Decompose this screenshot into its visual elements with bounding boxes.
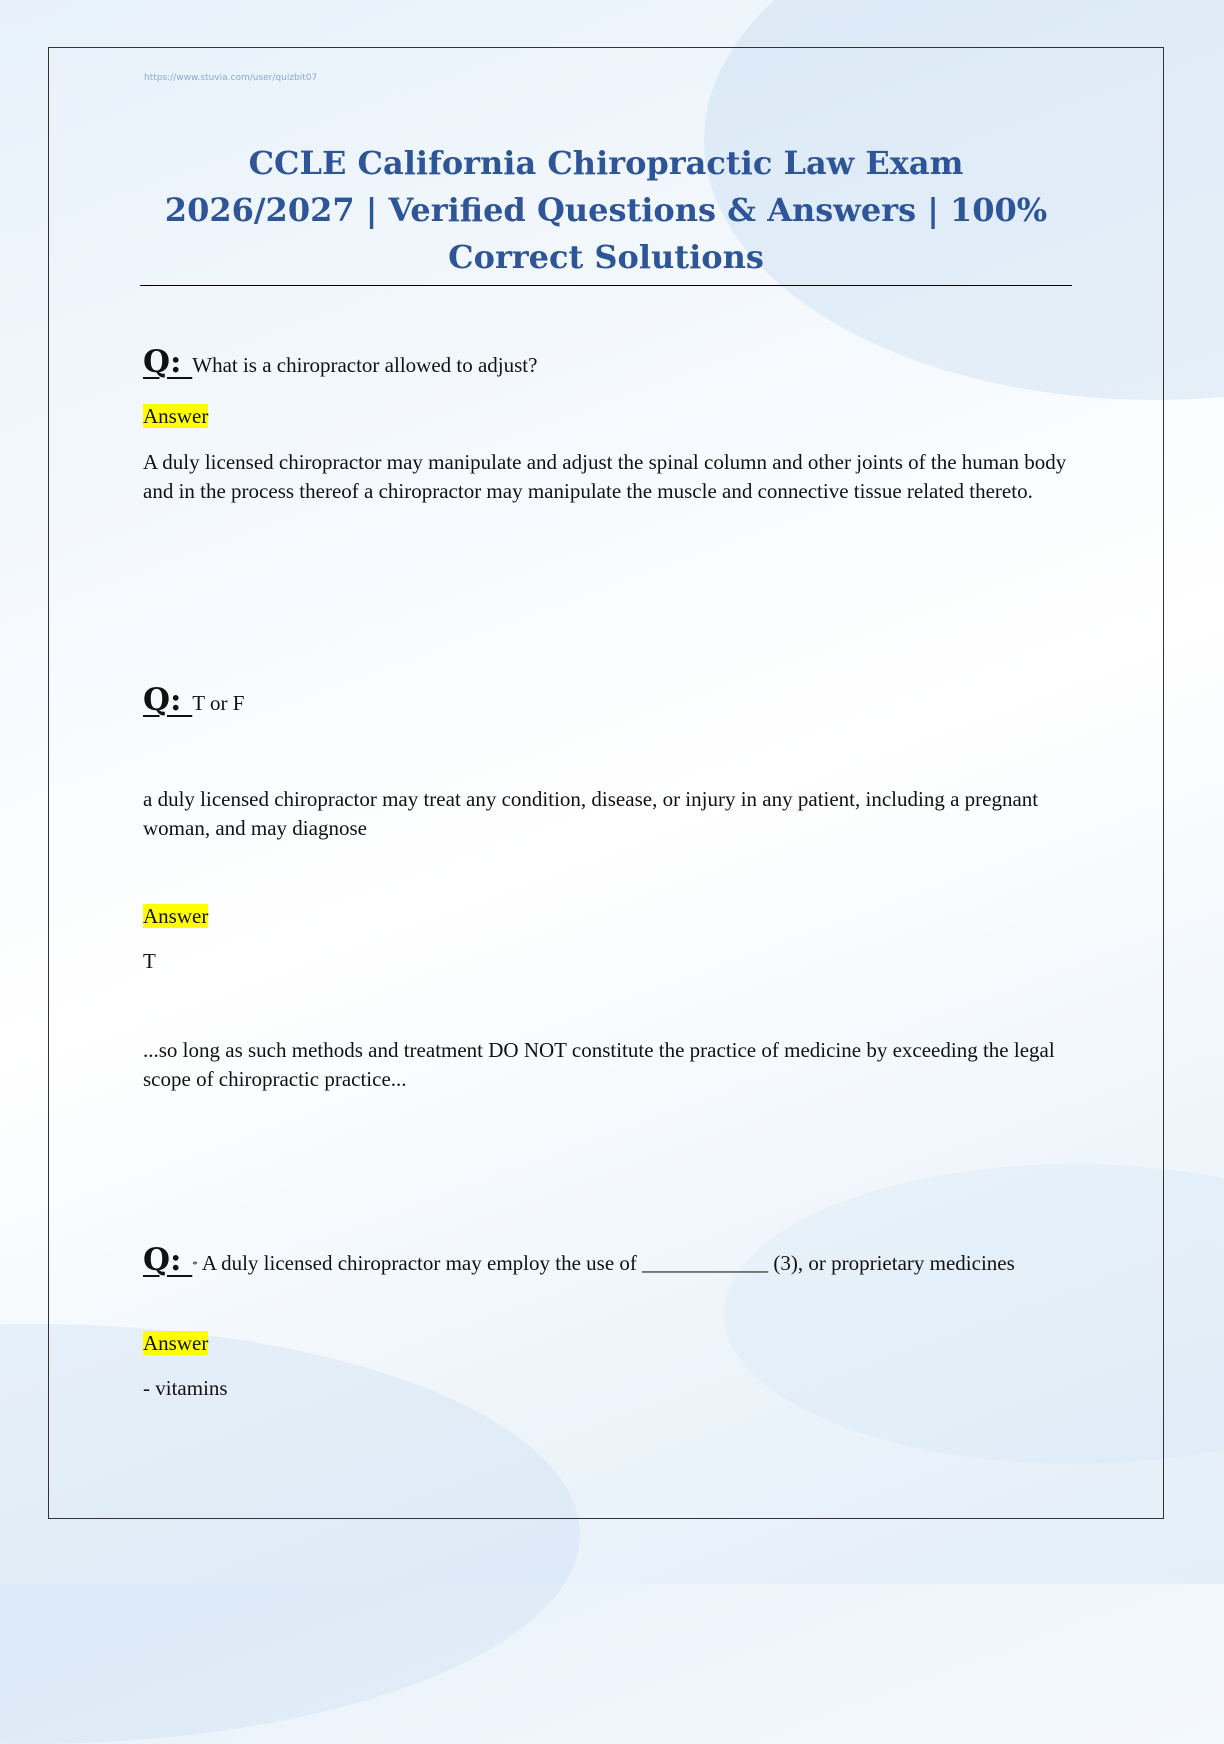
answer-label-2	[143, 902, 1068, 931]
answer-1-text: A duly licensed chiropractor may manipulate and adjust the spinal column and other joints of the human body and in the process thereof a chiropractor may manipulate the muscle and connective tissue related thereto.	[143, 450, 1067, 503]
question-3-text: A duly licensed chiropractor may employ the use of ____________ (3), or proprietary medicines	[201, 1251, 1015, 1275]
answer-2-text: T	[143, 949, 156, 973]
question-2	[143, 682, 1068, 718]
question-2-text: T or F	[192, 691, 245, 715]
answer-highlight: Answer	[143, 1331, 209, 1355]
question-marker: Q:	[143, 344, 193, 380]
bullet-star: *	[192, 1259, 198, 1271]
answer-2-note: ...so long as such methods and treatment DO NOT constitute the practice of medicine by exceeding the legal scope of chiropractic practice...	[143, 1038, 1055, 1091]
question-1	[143, 344, 1068, 380]
answer-label-3	[143, 1329, 1068, 1358]
question-1-text: What is a chiropractor allowed to adjust?	[192, 353, 538, 377]
question-2-statement: a duly licensed chiropractor may treat any condition, disease, or injury in any patient, including a pregnant woman, and may diagnose	[143, 787, 1039, 840]
question-marker: Q:	[143, 1242, 193, 1278]
title-line-1: CCLE California Chiropractic Law Exam	[248, 144, 964, 182]
answer-label-1	[143, 402, 1068, 431]
source-url[interactable]: https://www.stuvia.com/user/quizbit07	[144, 73, 318, 83]
title-line-2: 2026/2027 | Verified Questions & Answers | 100%	[164, 191, 1048, 229]
answer-3-text: - vitamins	[143, 1376, 228, 1400]
question-3	[143, 1242, 1068, 1280]
title-divider	[140, 285, 1072, 286]
document-title	[140, 140, 1072, 281]
answer-highlight: Answer	[143, 904, 209, 928]
question-marker: Q:	[143, 682, 193, 718]
title-line-3: Correct Solutions	[448, 238, 764, 276]
answer-highlight: Answer	[143, 404, 209, 428]
